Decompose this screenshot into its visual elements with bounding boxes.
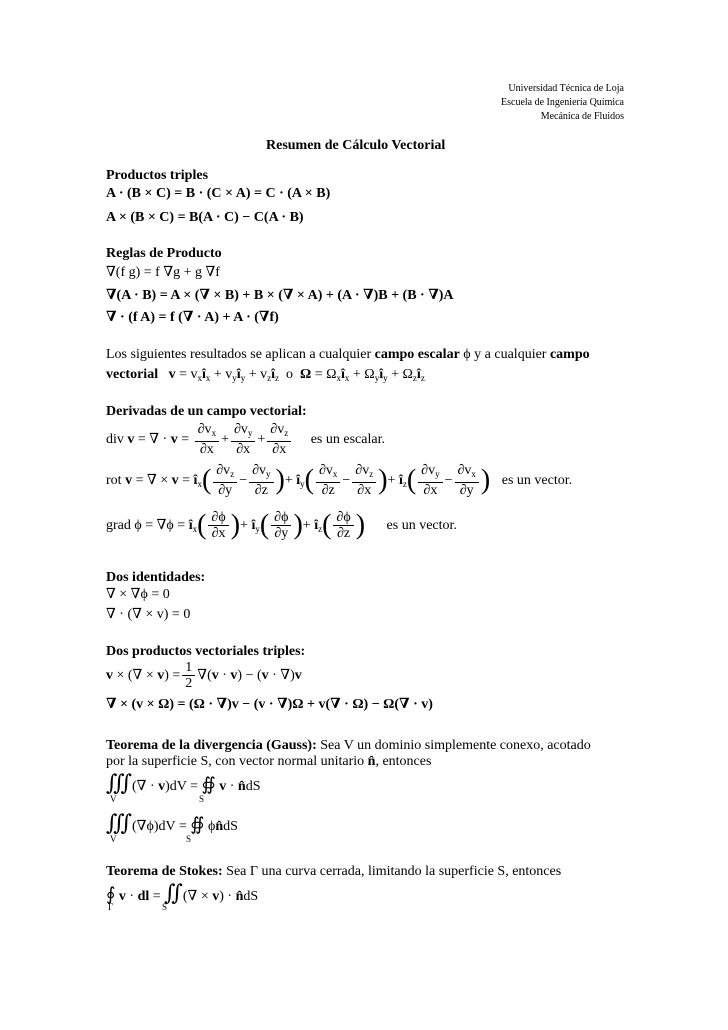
intro-p1: Los siguientes resultados se aplican a cualquier [106,347,372,362]
stokes-sub-gamma: Γ [108,902,114,912]
rot-lhs: rot [106,472,122,488]
stokes-text: Sea Γ una curva cerrada, limitando la superficie S, entonces [226,864,562,879]
product-eq2 [106,287,454,304]
gauss-eq1: ∭(∇ · v)dV = ∯ v · n̂dS [106,770,261,795]
stokes-heading: Teorema de Stokes: [106,864,223,879]
div-frac-x: $\frac{\partial v_x}{\partial x}$ [195,422,219,457]
rot-equation: rot v = ∇ × $v = î_x$( $\frac{\partial v_z}{\partial y}$ − $\frac{\partial v_y}{\partial z}$ )+ $î_y$( $\frac{\partial v_x}{\partial z}$ − $\frac{\partial v_z}{\partial x}$ )+ $î_z$( $\frac{\partial v_y}{\partial x}$ − $\frac{\partial v_x}{\partial y}$ ) es un vector. [106,463,573,498]
product-heading: Reglas de Producto [106,246,222,261]
triplevec-heading: Dos productos vectoriales triples: [106,644,306,659]
ident-eq2: ∇ · (∇ × v) = 0 [106,607,191,622]
header-course: Mecánica de Fluidos [540,111,624,122]
intro-b3: vectorial [106,367,159,382]
gauss-sub-v1: V [110,794,117,804]
gauss-sub-s1: S [199,794,205,804]
ident-heading: Dos identidades: [106,570,206,585]
intro-line2 [106,367,425,383]
gauss-text2: por la superficie S, con vector normal unitario [106,754,365,769]
product-eq1: ∇(f g) = f ∇g + g ∇f [106,265,220,280]
gauss-text1: Sea V un dominio simplemente conexo, acotado [320,738,591,753]
gauss-sub-v2: V [110,834,117,844]
product-eq2-text: ∇(A · B) = A × (∇ × B) + B × (∇ × A) + (A · ∇)B + (B · ∇)A [106,288,454,303]
div-note: es un escalar. [310,431,385,447]
intro-b1: campo escalar [374,347,460,362]
grad-note: es un vector. [386,517,457,533]
grad-equation: grad $\phi = \nabla\phi = î_x$( $\frac{\partial\phi}{\partial x}$ )+ $î_y$( $\frac{\partial\phi}{\partial y}$ )+ $î_z$( $\frac{\partial\phi}{\partial z}$ ) es un vector. [106,509,457,541]
stokes-eq: ∮ v · dl = ∬(∇ × v) · n̂dS [106,880,259,905]
intro-b2: campo [549,347,590,362]
stokes-line [106,864,561,880]
triplevec-eq2-text: ∇ × (v × Ω) = (Ω · ∇)v − (v · ∇)Ω + v(∇ · Ω) − Ω(∇ · v) [106,697,433,712]
intro-p2: ϕ y a cualquier [463,347,547,362]
gauss-heading: Teorema de la divergencia (Gauss): [106,738,317,753]
div-equation: div v = ∇ · v = $\frac{\partial v_x}{\partial x}$ + $\frac{\partial v_y}{\partial x}$ + $\frac{\partial v_z}{\partial x}$ es un escalar. [106,422,385,457]
div-lhs: div [106,431,124,447]
rot-def: v = ∇ × $v = î_x$ [125,473,202,489]
gauss-line2: por la superficie S, con vector normal unitario n̂, entonces [106,754,432,769]
intro-line1 [106,347,590,363]
gauss-sub-s2: S [186,834,192,844]
triplevec-eq1: v × (∇ × v) = $\frac{1}{2}$ ∇(v · v) − (v · ∇)v [106,660,302,691]
triplevec-eq2 [106,696,433,713]
triple-eq1-text: A · (B × C) = B · (C × A) = C · (A × B) [106,186,331,201]
header-school: Escuela de Ingeniería Química [501,97,624,108]
gauss-text3: , entonces [375,754,432,769]
triple-eq2 [106,210,304,226]
div-frac-z: $\frac{\partial v_z}{\partial x}$ [267,422,291,457]
triple-eq2-text: A × (B × C) = B(A · C) − C(A · B) [106,210,304,225]
triple-eq1 [106,186,330,202]
grad-lhs: grad [106,517,131,533]
gauss-line1 [106,738,591,754]
grad-def: $\phi = \nabla\phi = î_x$ [134,518,198,534]
rot-note: es un vector. [501,472,573,488]
triple-heading: Productos triples [106,168,209,183]
product-eq3-text: ∇ · (f A) = f (∇ · A) + A · (∇f) [106,310,279,325]
derivs-heading: Derivadas de un campo vectorial: [106,404,307,419]
gauss-eq2: ∭(∇ϕ)dV = ∯ ϕn̂dS [106,810,238,835]
ident-eq1: ∇ × ∇ϕ = 0 [106,587,170,602]
div-frac-y: $\frac{\partial v_y}{\partial x}$ [231,422,255,457]
page-title: Resumen de Cálculo Vectorial [266,138,446,153]
header-university: Universidad Técnica de Loja [508,83,624,94]
stokes-sub-s: S [162,902,168,912]
product-eq3 [106,309,279,326]
div-def: v = ∇ · v = [127,432,190,447]
velocity-definition: $v = v_xî_x$ + $v_yî_y$ + $v_zî_z$ o $\Omega = \Omega_xî_x$ + $\Omega_yî_y$ + $\Omega_zî_z$ [168,367,425,383]
